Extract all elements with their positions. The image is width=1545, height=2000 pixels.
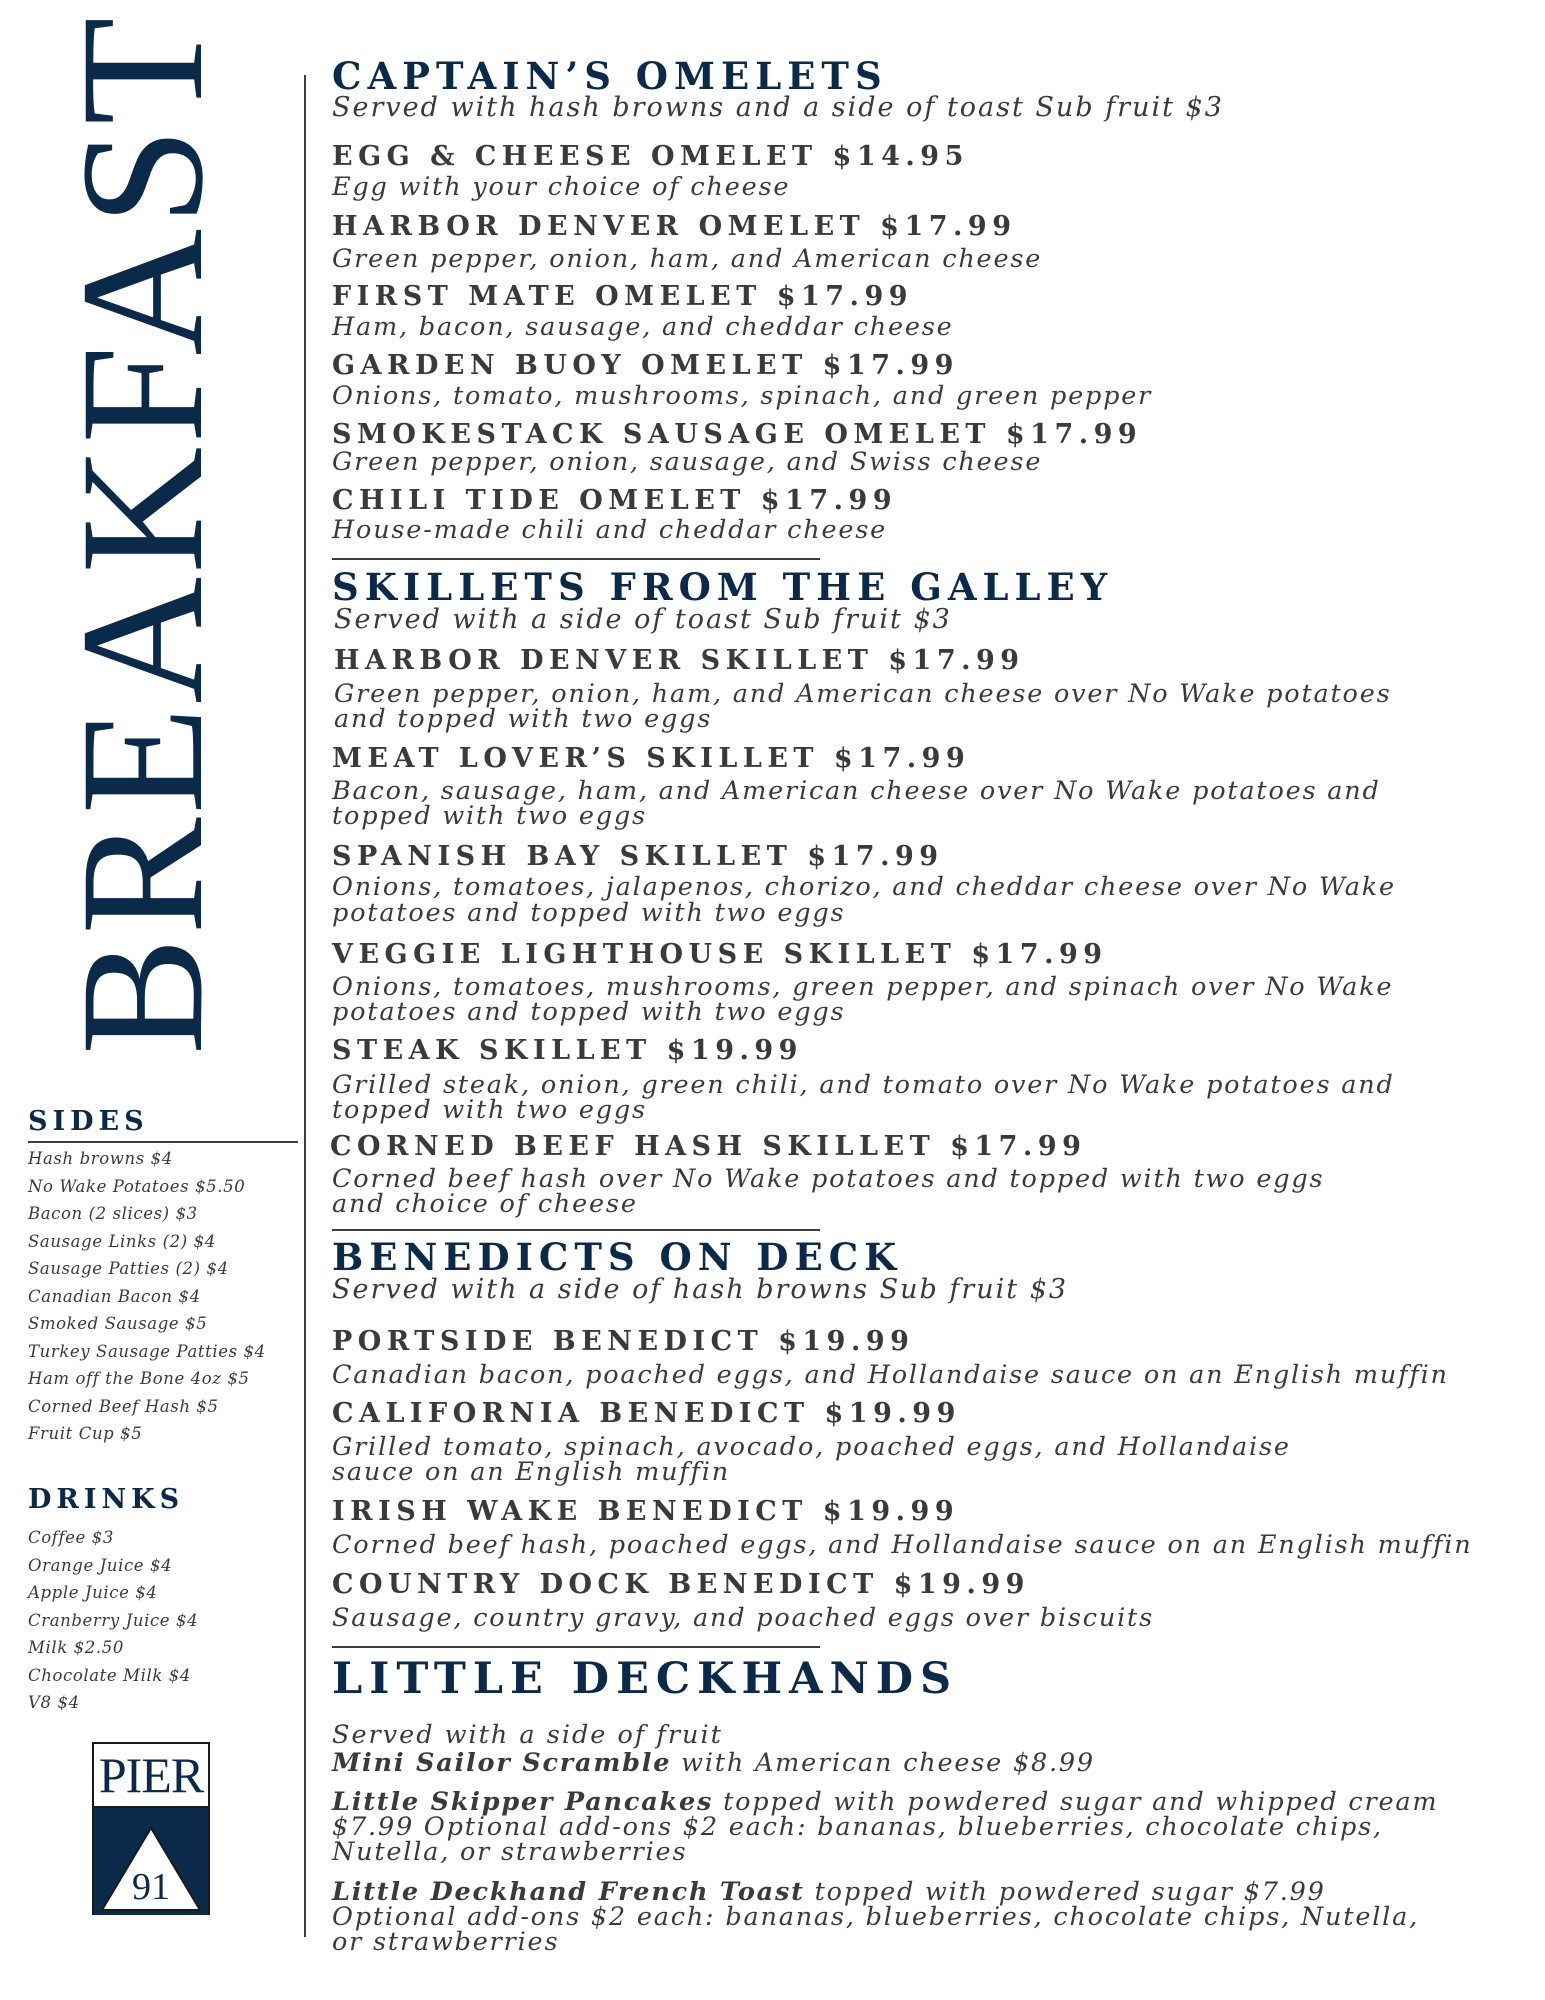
- sides-item: Hash browns $4: [28, 1149, 173, 1168]
- menu-item-title: SMOKESTACK SAUSAGE OMELET $17.99: [332, 419, 1143, 450]
- pier-91-logo: [92, 1742, 210, 1915]
- sides-list: [28, 1145, 308, 1448]
- drinks-item: V8 $4: [28, 1693, 80, 1712]
- menu-item-desc: Onions, tomato, mushrooms, spinach, and green pepper: [332, 381, 1153, 411]
- kids-item-desc: with American cheese $8.99: [671, 1748, 1095, 1778]
- menu-item-desc: Onions, tomatoes, mushrooms, green pepper, and spinach over No Wake: [332, 972, 1394, 1002]
- section-divider: [332, 1646, 820, 1648]
- section-subtitle-benedicts: Served with a side of hash browns Sub fruit $3: [332, 1274, 1069, 1305]
- menu-item-desc: House-made chili and cheddar cheese: [332, 515, 888, 545]
- menu-item-title: CHILI TIDE OMELET $17.99: [332, 485, 898, 516]
- sides-item: Sausage Links (2) $4: [28, 1231, 216, 1251]
- menu-item-title: COUNTRY DOCK BENEDICT $19.99: [332, 1569, 1030, 1600]
- menu-item-title: PORTSIDE BENEDICT $19.99: [332, 1326, 915, 1357]
- menu-item-title: SPANISH BAY SKILLET $17.99: [332, 841, 944, 872]
- menu-item-title: FIRST MATE OMELET $17.99: [332, 281, 914, 312]
- logo-wordmark: PIER: [94, 1744, 208, 1808]
- kids-item-name: Little Deckhand French Toast: [332, 1877, 805, 1907]
- menu-item-title: STEAK SKILLET $19.99: [332, 1035, 803, 1066]
- section-subtitle-omelets: Served with hash browns and a side of toast Sub fruit $3: [332, 92, 1224, 123]
- section-divider: [332, 558, 820, 560]
- sides-divider: [28, 1141, 298, 1143]
- menu-item-title: CALIFORNIA BENEDICT $19.99: [332, 1398, 961, 1429]
- menu-item-desc: Grilled tomato, spinach, avocado, poached eggs, and Hollandaise: [332, 1432, 1291, 1462]
- menu-item-desc: Bacon, sausage, ham, and American cheese over No Wake potatoes and: [332, 776, 1381, 806]
- menu-item-desc: sauce on an English muffin: [332, 1457, 730, 1487]
- menu-item-desc: Canadian bacon, poached eggs, and Hollandaise sauce on an English muffin: [332, 1360, 1449, 1390]
- menu-item-desc: Green pepper, onion, ham, and American cheese: [332, 244, 1043, 274]
- logo-emblem: [94, 1808, 208, 1915]
- section-subtitle-kids: Served with a side of fruit: [332, 1720, 723, 1750]
- menu-item-desc: and choice of cheese: [332, 1189, 638, 1219]
- menu-item-desc: Onions, tomatoes, jalapenos, chorizo, and cheddar cheese over No Wake: [332, 872, 1396, 902]
- kids-item-name: Mini Sailor Scramble: [332, 1748, 672, 1778]
- sides-item: Canadian Bacon $4: [28, 1286, 201, 1306]
- section-divider: [332, 1229, 820, 1231]
- drinks-list: [28, 1524, 308, 1717]
- kids-item-desc: topped with powdered sugar $7.99: [804, 1877, 1326, 1907]
- menu-item-title: CORNED BEEF HASH SKILLET $17.99: [330, 1131, 1087, 1162]
- sides-item: Ham off the Bone 4oz $5: [28, 1369, 250, 1388]
- sides-item: Smoked Sausage $5: [28, 1314, 208, 1333]
- drinks-item: Orange Juice $4: [28, 1555, 173, 1575]
- drinks-panel: [28, 1484, 308, 1515]
- kids-item-desc: Nutella, or strawberries: [332, 1837, 688, 1867]
- page-title-breakfast: BREAKFAST: [45, 14, 240, 1055]
- drinks-item: Milk $2.50: [28, 1638, 124, 1657]
- menu-item-desc: and topped with two eggs: [334, 704, 713, 734]
- menu-item-desc: Corned beef hash, poached eggs, and Hollandaise sauce on an English muffin: [332, 1530, 1473, 1560]
- sides-heading: SIDES: [28, 1106, 149, 1137]
- sides-item: Fruit Cup $5: [28, 1424, 143, 1443]
- menu-item-desc: Ham, bacon, sausage, and cheddar cheese: [332, 312, 954, 342]
- kids-item-desc: or strawberries: [332, 1927, 560, 1957]
- drinks-item: Coffee $3: [28, 1528, 114, 1547]
- menu-item-title: GARDEN BUOY OMELET $17.99: [332, 350, 959, 381]
- section-title-benedicts: BENEDICTS ON DECK: [332, 1235, 903, 1279]
- menu-item-desc: Sausage, country gravy, and poached eggs over biscuits: [332, 1603, 1154, 1633]
- menu-item-title: VEGGIE LIGHTHOUSE SKILLET $17.99: [332, 939, 1108, 970]
- menu-item-desc: Egg with your choice of cheese: [332, 172, 791, 202]
- sides-item: Turkey Sausage Patties $4: [28, 1341, 266, 1361]
- menu-item-desc: Green pepper, onion, sausage, and Swiss cheese: [332, 447, 1043, 477]
- kids-item-desc: Optional add-ons $2 each: bananas, blueberries, chocolate chips, Nutella,: [332, 1902, 1420, 1932]
- menu-item-title: IRISH WAKE BENEDICT $19.99: [332, 1496, 960, 1527]
- menu-item-desc: potatoes and topped with two eggs: [332, 898, 846, 928]
- menu-item-desc: topped with two eggs: [332, 801, 647, 831]
- menu-item-title: EGG & CHEESE OMELET $14.95: [332, 141, 969, 172]
- menu-item-desc: potatoes and topped with two eggs: [332, 997, 846, 1027]
- section-title-skillets: SKILLETS FROM THE GALLEY: [332, 565, 1114, 609]
- menu-item-title: HARBOR DENVER SKILLET $17.99: [334, 645, 1025, 676]
- logo-number: 91: [132, 1866, 170, 1908]
- menu-item-title: HARBOR DENVER OMELET $17.99: [332, 211, 1017, 242]
- sides-panel: [28, 1106, 308, 1137]
- menu-item-desc: Corned beef hash over No Wake potatoes and topped with two eggs: [332, 1164, 1325, 1194]
- menu-item-title: MEAT LOVER’S SKILLET $17.99: [332, 743, 971, 774]
- drinks-item: Apple Juice $4: [28, 1583, 158, 1602]
- drinks-item: Cranberry Juice $4: [28, 1610, 199, 1630]
- sides-item: Sausage Patties (2) $4: [28, 1259, 229, 1278]
- kids-item-desc: topped with powdered sugar and whipped cream: [713, 1787, 1439, 1817]
- drinks-heading: DRINKS: [28, 1484, 185, 1515]
- sides-item: Corned Beef Hash $5: [28, 1396, 219, 1416]
- sides-item: Bacon (2 slices) $3: [28, 1204, 198, 1223]
- menu-item-desc: topped with two eggs: [332, 1095, 647, 1125]
- section-title-omelets: CAPTAIN’S OMELETS: [332, 54, 888, 98]
- kids-item: [332, 1748, 1095, 1778]
- section-subtitle-skillets: Served with a side of toast Sub fruit $3: [334, 604, 952, 635]
- section-title-kids: LITTLE DECKHANDS: [332, 1654, 959, 1704]
- menu-item-desc: Grilled steak, onion, green chili, and tomato over No Wake potatoes and: [332, 1070, 1395, 1100]
- kids-item-name: Little Skipper Pancakes: [332, 1787, 714, 1817]
- drinks-item: Chocolate Milk $4: [28, 1665, 192, 1685]
- sides-item: No Wake Potatoes $5.50: [28, 1176, 246, 1196]
- kids-item-desc: $7.99 Optional add-ons $2 each: bananas, blueberries, chocolate chips,: [332, 1812, 1383, 1842]
- menu-item-desc: Green pepper, onion, ham, and American cheese over No Wake potatoes: [334, 679, 1392, 709]
